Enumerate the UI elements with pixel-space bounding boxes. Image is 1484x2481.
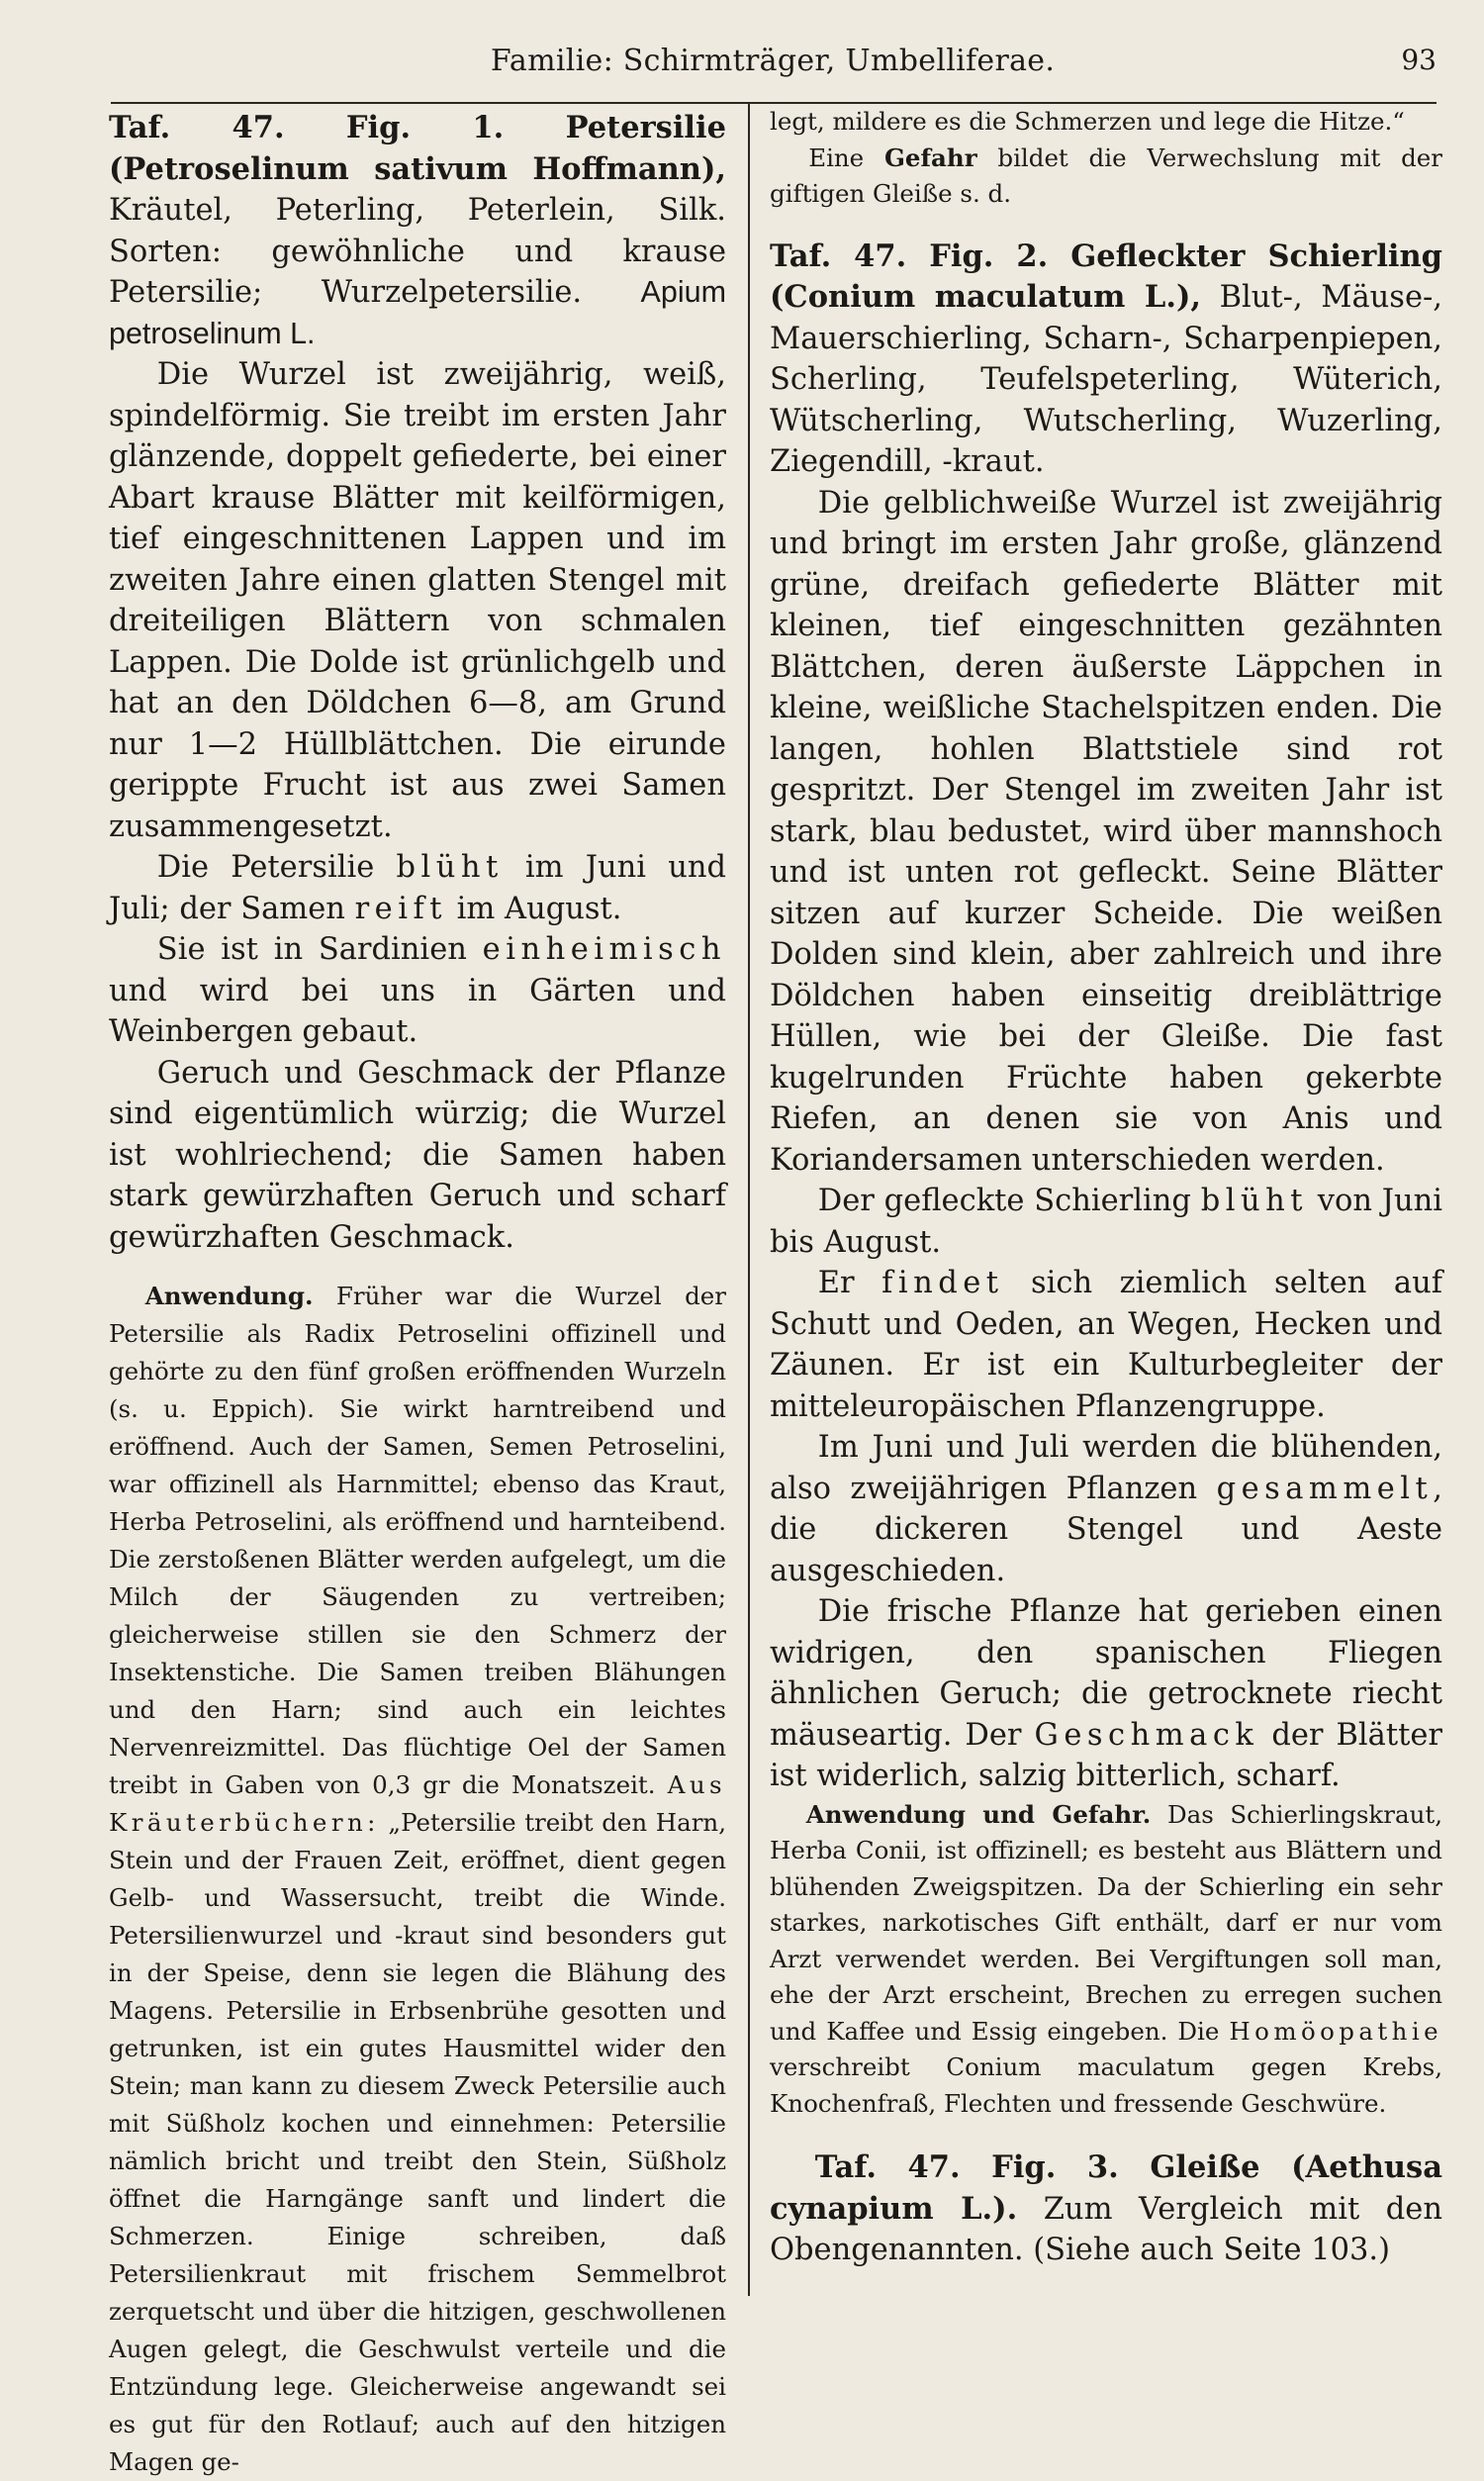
entry-gleisse bbox=[770, 2147, 1442, 2271]
text-span: sich ziemlich selten auf Schutt und Oeden, an Wegen, Hecken und Zäunen. Er ist ein Kulturbegleiter der mitteleuropäischen Pflanzengruppe. bbox=[770, 1266, 1443, 1424]
spaced-word-blueht: blüht bbox=[1200, 1184, 1308, 1218]
spaced-word-geschmack: Geschmack bbox=[1034, 1717, 1259, 1753]
text-span: Zum Vergleich mit den Obengenannten. (Siehe auch Seite 103.) bbox=[770, 2191, 1442, 2267]
text-span: Die Petersilie bbox=[156, 850, 397, 885]
paragraph-description: Die Wurzel ist zweijährig, weiß, spindelförmig. Sie treibt im ersten Jahr glänzende, doppelt gefiederte, bei einer Abart krause Blätter mit keilförmigen, tief eingeschnittenen Lappen und im zweiten Jahre einen glatten Stengel mit dreiteiligen Blättern von schmalen Lappen. Die Dolde ist grünlichgelb und hat an den Döldchen 6—8, am Grund nur 1—2 Hüllblättchen. Die eirunde gerippte Frucht ist aus zwei Samen zusammengesetzt. bbox=[109, 357, 726, 844]
label-anwendung-gefahr: Anwendung und Gefahr. bbox=[805, 1799, 1152, 1829]
entry-heading-gleisse: Taf. 47. Fig. 3. Gleiße (Aethusa cynapium L.). bbox=[770, 2149, 1442, 2227]
paragraph-continued: legt, mildere es die Schmerzen und lege die Hitze.“ bbox=[770, 107, 1405, 136]
latin-synonym: Apium petroselinum L. bbox=[109, 275, 726, 350]
quote-kraeuterbuecher: „Petersilie treibt den Harn, Stein und der Frauen Zeit, eröffnet, dient gegen Gelb- und Wassersucht, treibt die Winde. Petersilienwurzel und -kraut sind besonders gut in der Speise, denn sie legen die Blähung des Magens. Petersilie in Erbsenbrühe gesotten und getrunken, ist ein gutes Hausmittel wider den Stein; man kann zu diesem Zweck Petersilie auch mit Süßholz kochen und einnehmen: Petersilie nämlich bricht und treibt den Stein, Süßholz öffnet die Harngänge sanft und lindert die Schmerzen. Einige schreiben, daß Petersilienkraut mit frischem Semmelbrot zerquetscht und über die hitzigen, geschwollenen Augen gelegt, die Geschwulst verteile und die Entzündung lege. Gleicherweise angewandt sei es gut für den Rotlauf; auch auf den hitzigen Magen ge- bbox=[109, 1808, 726, 2476]
paragraph-collection bbox=[770, 1427, 1442, 1591]
running-title: Familie: Schirmträger, Umbelliferae. bbox=[490, 44, 1056, 78]
text-span: bildet die Verwechslung mit der giftigen Gleiße s. d. bbox=[770, 143, 1442, 208]
paragraph-application bbox=[109, 1278, 726, 2481]
text-span: im August. bbox=[446, 891, 622, 926]
text-span: Sie ist in Sardinien bbox=[156, 932, 483, 967]
text-span: und wird bei uns in Gärten und Weinbergen gebaut. bbox=[109, 973, 726, 1049]
synonyms-petersilie: Kräutel, Peterling, Peterlein, Silk. Sorten: gewöhnliche und krause Petersilie; Wurzelpetersilie. bbox=[109, 193, 726, 310]
text-span: Früher war die Wurzel der Petersilie als Radix Petroselini offizinell und gehörte zu den fünf großen eröffnenden Wurzeln (s. u. Eppich). Sie wirkt harntreibend und eröffnend. Auch der Samen, Semen Petroselini, war offizinell als Harnmittel; ebenso das Kraut, Herba Petroselini, als eröffnend und harnteibend. Die zerstoßenen Blätter werden aufgelegt, um die Milch der Säugenden zu vertreiben; gleicherweise stillen sie den Schmerz der Insektenstiche. Die Samen treiben Blähungen und den Harn; sind auch ein leichtes Nervenreizmittel. Das flüchtige Oel der Samen treibt in Gaben von 0,3 gr die Monatszeit. bbox=[109, 1282, 726, 1799]
page-number: 93 bbox=[1401, 44, 1437, 76]
running-head bbox=[109, 44, 1437, 87]
bold-word-gefahr: Gefahr bbox=[883, 143, 977, 172]
paragraph-bloom bbox=[770, 1181, 1442, 1263]
spaced-word-reift: reift bbox=[354, 891, 447, 926]
text-span: verschreibt Conium maculatum gegen Krebs, Knochenfraß, Flechten und fressende Geschwüre. bbox=[770, 2052, 1442, 2118]
synonyms-schierling: Blut-, Mäuse-, Mauerschierling, Scharn-, Scharpenpiepen, Scherling, Teufelspeterling, Wüterich, Wütscherling, Wutscherling, Wuzerling, Ziegendill, -kraut. bbox=[770, 280, 1442, 479]
column-divider bbox=[748, 104, 750, 2296]
text-span: der Blätter ist widerlich, salzig bitterlich, scharf. bbox=[770, 1717, 1442, 1793]
spaced-word-findet: findet bbox=[881, 1266, 1004, 1300]
text-span: Die frische Pflanze hat gerieben einen widrigen, den spanischen Fliegen ähnlichen Geruch; die getrocknete riecht mäuseartig. Der bbox=[770, 1594, 1442, 1753]
spaced-word-homoeopathie: Homöopathie bbox=[1229, 2016, 1442, 2046]
paragraph-bloom bbox=[109, 847, 726, 929]
entry-schierling-intro bbox=[770, 237, 1442, 483]
paragraph-habitat bbox=[109, 929, 726, 1053]
paragraph-description: Die gelblichweiße Wurzel ist zweijährig und bringt im ersten Jahr große, glänzend grüne, dreifach gefiederte Blätter mit kleinen, tief eingeschnitten gezähnten Blättchen, deren äußerste Läppchen in kleine, weißliche Stachelspitzen enden. Die langen, hohlen Blattstiele sind rot gespritzt. Der Stengel im zweiten Jahr ist stark, blau bedustet, wird über mannshoch und ist unten rot gefleckt. Seine Blätter sitzen auf kurzer Scheide. Die weißen Dolden sind klein, aber zahlreich und ihre Döldchen haben einseitig dreiblättrige Hüllen, wie bei der Gleiße. Die fast kugelrunden Früchte haben gekerbte Riefen, an denen sie von Anis und Koriandersamen unterschieden werden. bbox=[770, 485, 1442, 1178]
label-anwendung: Anwendung. bbox=[144, 1282, 314, 1310]
text-span: von Juni bis August. bbox=[770, 1184, 1442, 1260]
text-span: Eine bbox=[808, 143, 884, 172]
spaced-word-gesammelt: gesammelt bbox=[1216, 1471, 1434, 1506]
paragraph-habitat bbox=[770, 1263, 1442, 1427]
text-span: Er bbox=[817, 1266, 882, 1300]
entry-petersilie-intro bbox=[109, 108, 726, 354]
text-span: Im Juni und Juli werden die blühenden, also zweijährigen Pflanzen bbox=[770, 1430, 1442, 1506]
paragraph-smell-taste bbox=[770, 1591, 1442, 1797]
text-span: Der gefleckte Schierling bbox=[817, 1184, 1201, 1218]
paragraph-application-danger bbox=[770, 1797, 1442, 2123]
paragraph-danger bbox=[770, 141, 1442, 213]
text-span: , die dickeren Stengel und Aeste ausgeschieden. bbox=[770, 1471, 1442, 1588]
entry-heading-schierling: Taf. 47. Fig. 2. Gefleckter Schierling (Conium maculatum L.), bbox=[770, 238, 1442, 315]
spaced-word-blueht: blüht bbox=[396, 850, 504, 885]
right-column bbox=[770, 104, 1442, 2301]
text-span: Das Schierlingskraut, Herba Conii, ist offizinell; es besteht aus Blättern und blühenden Zweigspitzen. Da der Schierling ein sehr starkes, narkotisches Gift enthält, darf er nur vom Arzt verwendet werden. Bei Vergiftungen soll man, ehe der Arzt erscheint, Brechen zu erregen suchen und Kaffee und Essig eingeben. Die bbox=[770, 1799, 1442, 2046]
spaced-phrase-kraeuterbuecher: Aus Kräuterbüchern: bbox=[109, 1770, 726, 1837]
text-span: im Juni und Juli; der Samen bbox=[109, 850, 726, 926]
paragraph-smell-taste: Geruch und Geschmack der Pflanze sind eigentümlich würzig; die Wurzel ist wohlriechend; die Samen haben stark gewürzhaften Geruch und scharf gewürzhaften Geschmack. bbox=[109, 1055, 726, 1255]
entry-heading-petersilie: Taf. 47. Fig. 1. Petersilie (Petroselinum sativum Hoffmann), bbox=[109, 110, 726, 187]
left-column bbox=[109, 104, 726, 2476]
spaced-word-einheimisch: einheimisch bbox=[482, 932, 726, 967]
